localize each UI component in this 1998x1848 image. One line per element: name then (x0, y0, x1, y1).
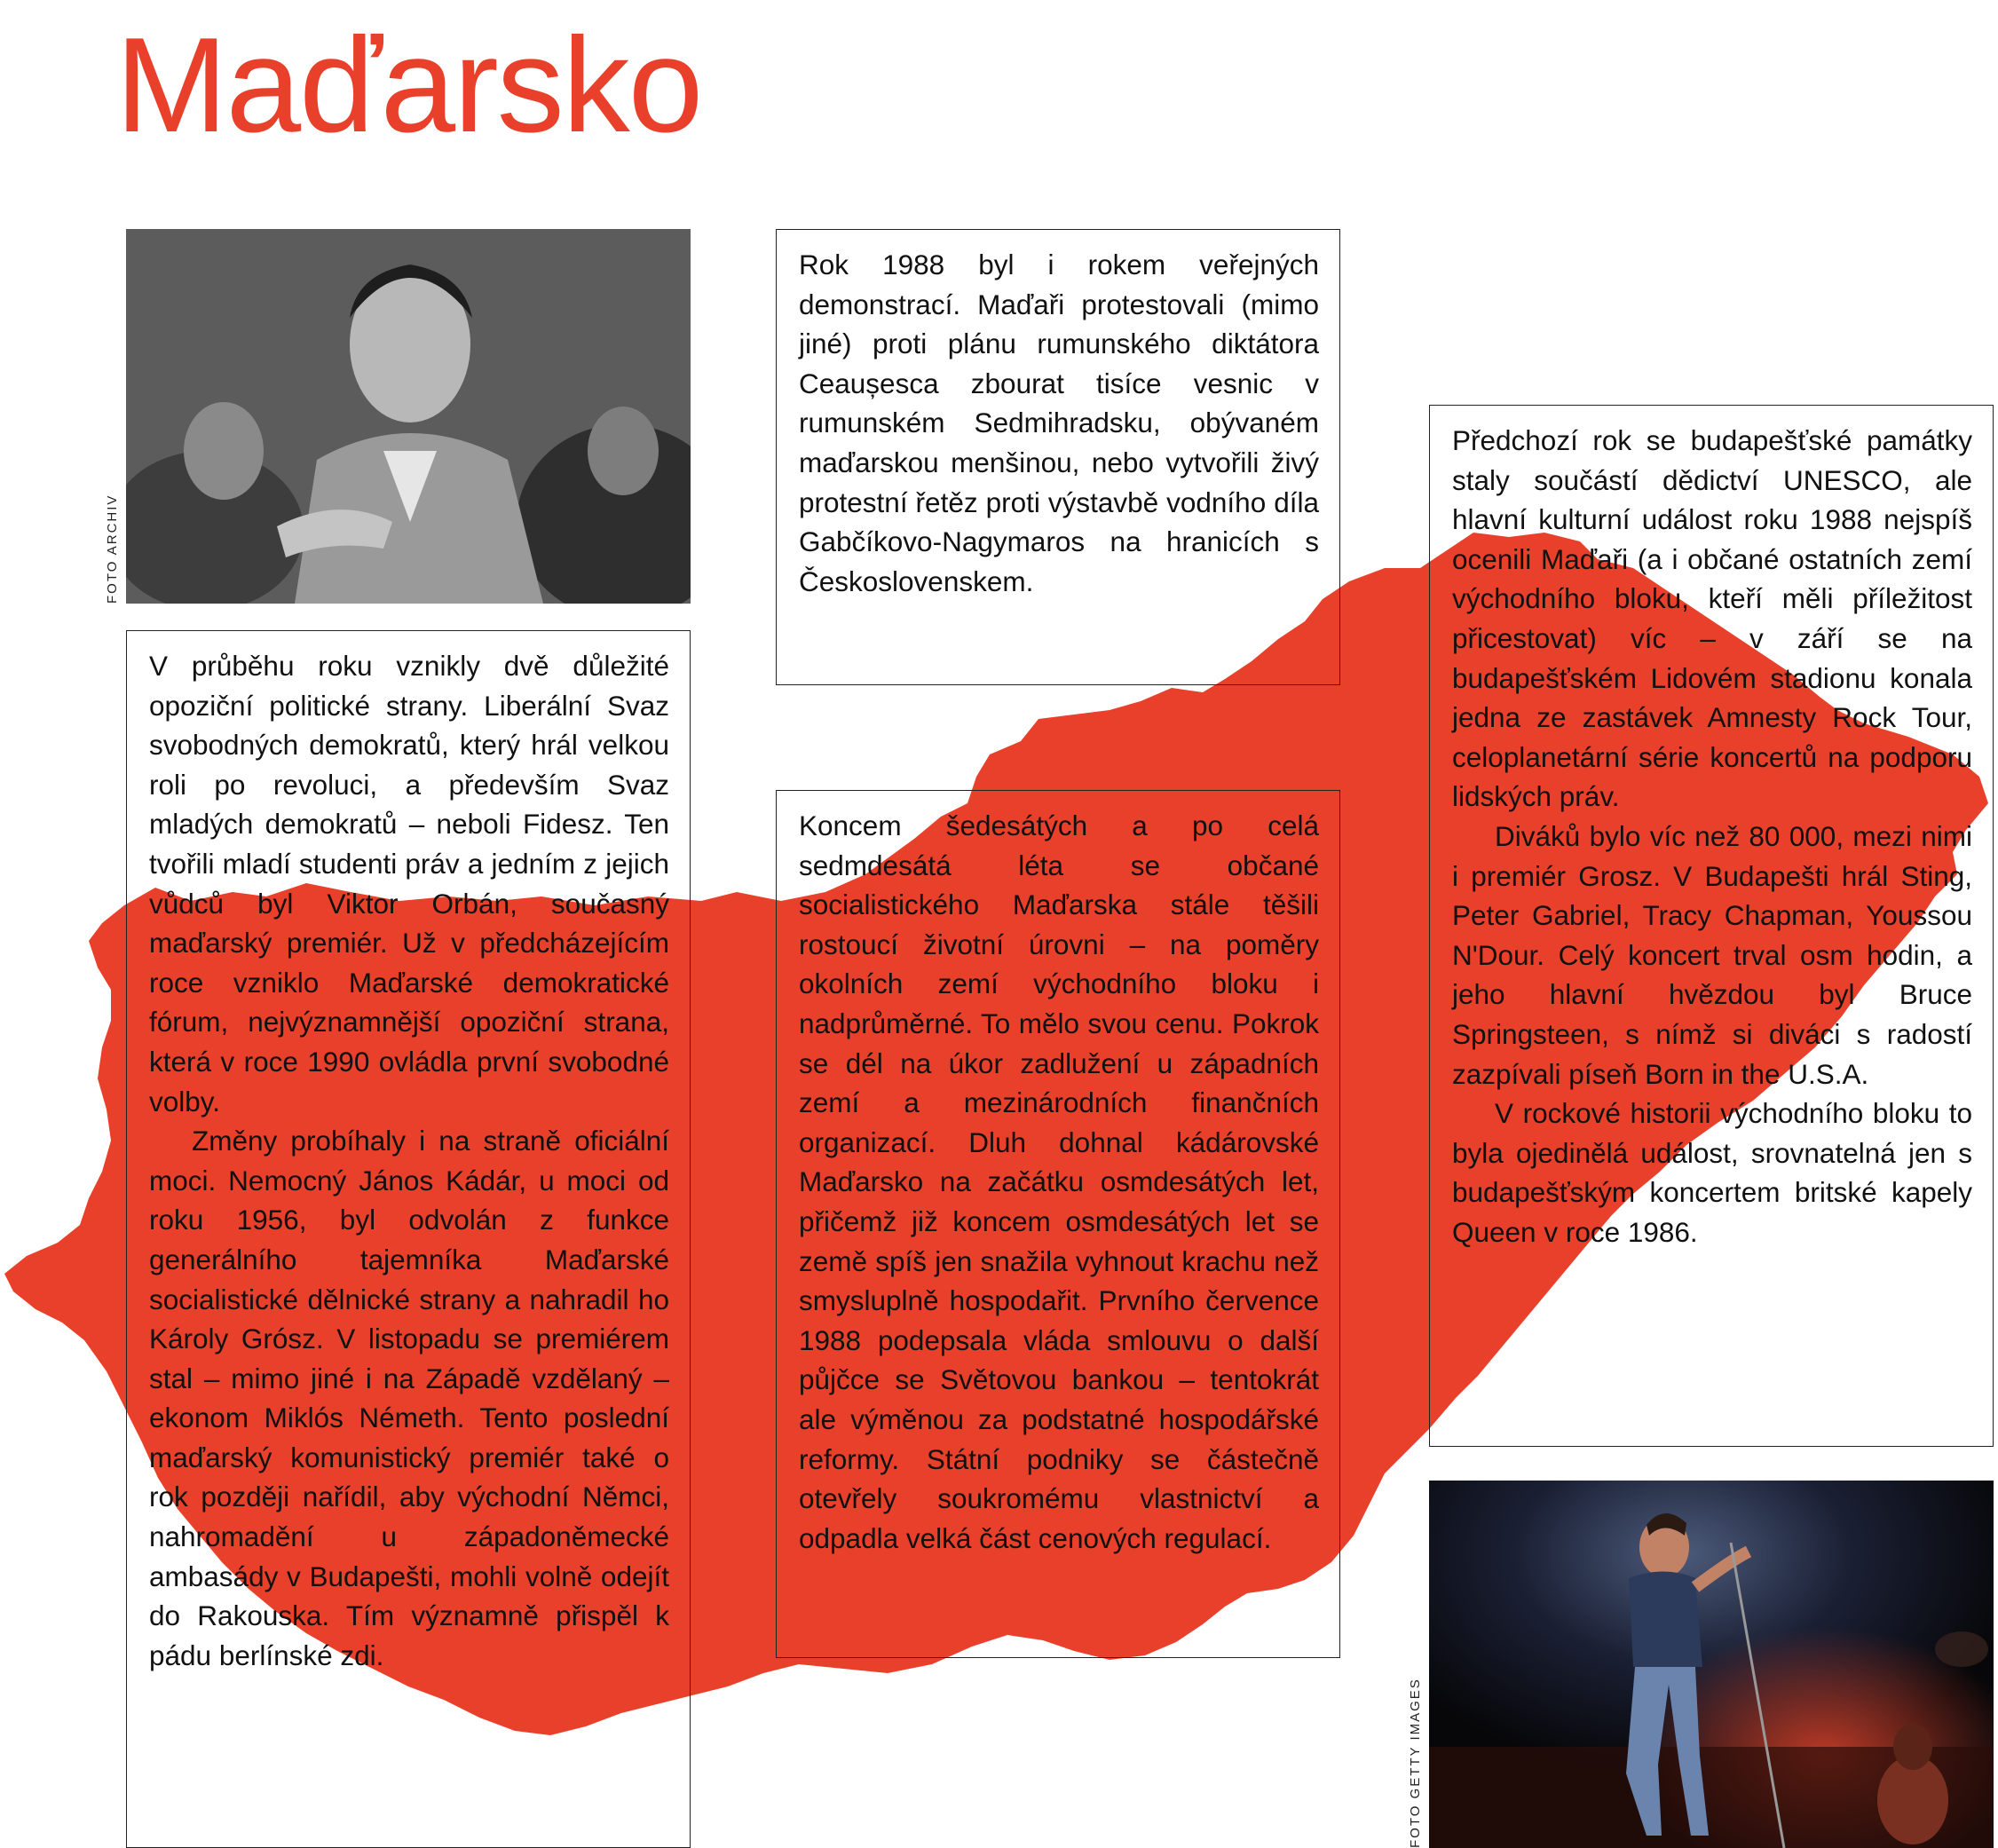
left-paragraph-1: V průběhu roku vznikly dvě důležité opoziční politické strany. Liberální Svaz svobodných demokratů, který hrál velkou roli po revoluci, a především Svaz mladých demokratů – neboli Fidesz. Ten tvořili mladí studenti práv a jedním z jejich vůdců byl Viktor Orbán, současný maďarský premiér. Už v předcházejícím roce vzniklo Maďarské demokratické fórum, nejvýznamnější opoziční strana, která v roce 1990 ovládla první svobodné volby. (149, 650, 669, 1117)
right-paragraph-1: Předchozí rok se budapešťské památky staly součástí dědictví UNESCO, ale hlavní kulturní událost roku 1988 nejspíš ocenili Maďaři (a i občané ostatních zemí východního bloku, kteří měli příležitost přicestovat) víc – v září se na budapešťském Lidovém stadionu konala jedna ze zastávek Amnesty Rock Tour, celoplanetární série koncertů na podporu lidských práv. (1452, 424, 1972, 813)
middle-bottom-paragraph-1: Koncem šedesátých a po celá sedmdesátá léta se občané socialistického Maďarska stále těšili rostoucí životní úrovni – na poměry okolních zemí východního bloku i nadprůměrné. To mělo svou cenu. Pokrok se dél na úkor zadlužení u západních zemí a mezinárodních finančních organizací. Dluh dohnal kádárovské Maďarsko na začátku osmdesátých let, přičemž již koncem osmdesátých let se země spíš jen snažila vyhnout krachu než smysluplně hospodařit. Prvního července 1988 podepsala vláda smlouvu o další půjčce se Světovou bankou – tentokrát ale výměnou za podstatné hospodářské reformy. Státní podniky se částečně otevřely soukromému vlastnictví a odpadla velká část cenových regulací. (799, 809, 1319, 1554)
left-column-text (149, 646, 669, 1675)
concert-photo-illustration (1429, 1481, 1994, 1848)
middle-top-text (799, 245, 1319, 601)
right-paragraph-2: Diváků bylo víc než 80 000, mezi nimi i premiér Grosz. V Budapešti hrál Sting, Peter Gabriel, Tracy Chapman, Youssou N'Dour. Celý koncert trval osm hodin, a jeho hlavní hvězdou byl Bruce Springsteen, s nímž si diváci s radostí zazpívali píseň Born in the U.S.A. (1452, 819, 1972, 1090)
right-paragraph-3: V rockové historii východního bloku to byla ojedinělá událost, srovnatelná jen s budapešťským koncertem britské kapely Queen v roce 1986. (1452, 1097, 1972, 1248)
middle-top-paragraph-1: Rok 1988 byl i rokem veřejných demonstrací. Maďaři protestovali (mimo jiné) proti plánu rumunského diktátora Ceaușesca zbourat tisíce vesnic v rumunském Sedmihradsku, obývaném maďarskou menšinou, nebo vytvořili živý protestní řetěz proti výstavbě vodního díla Gabčíkovo-Nagymaros na hranicích s Československem. (799, 249, 1319, 597)
orban-photo-illustration (126, 229, 691, 604)
concert-photo-credit: FOTO GETTY IMAGES (1408, 1678, 1423, 1848)
page-title: Maďarsko (115, 10, 702, 161)
left-paragraph-2: Změny probíhaly i na straně oficiální moci. Nemocný János Kádár, u moci od roku 1956, byl odvolán z funkce generálního tajemníka Maďarské socialistické dělnické strany a nahradil ho Károly Grósz. V listopadu se premiérem stal – mimo jiné i na Západě vzdělaný – ekonom Miklós Németh. Tento poslední maďarský komunistický premiér také o rok později nařídil, aby východní Němci, nahromadění u západoněmecké ambasády v Budapešti, mohli volně odejít do Rakouska. Tím významně přispěl k pádu berlínské zdi. (149, 1125, 669, 1671)
orban-photo-credit: FOTO ARCHIV (105, 494, 120, 604)
concert-photo (1429, 1481, 1994, 1848)
orban-photo (126, 229, 691, 604)
middle-bottom-text (799, 806, 1319, 1558)
right-column-text (1452, 421, 1972, 1252)
